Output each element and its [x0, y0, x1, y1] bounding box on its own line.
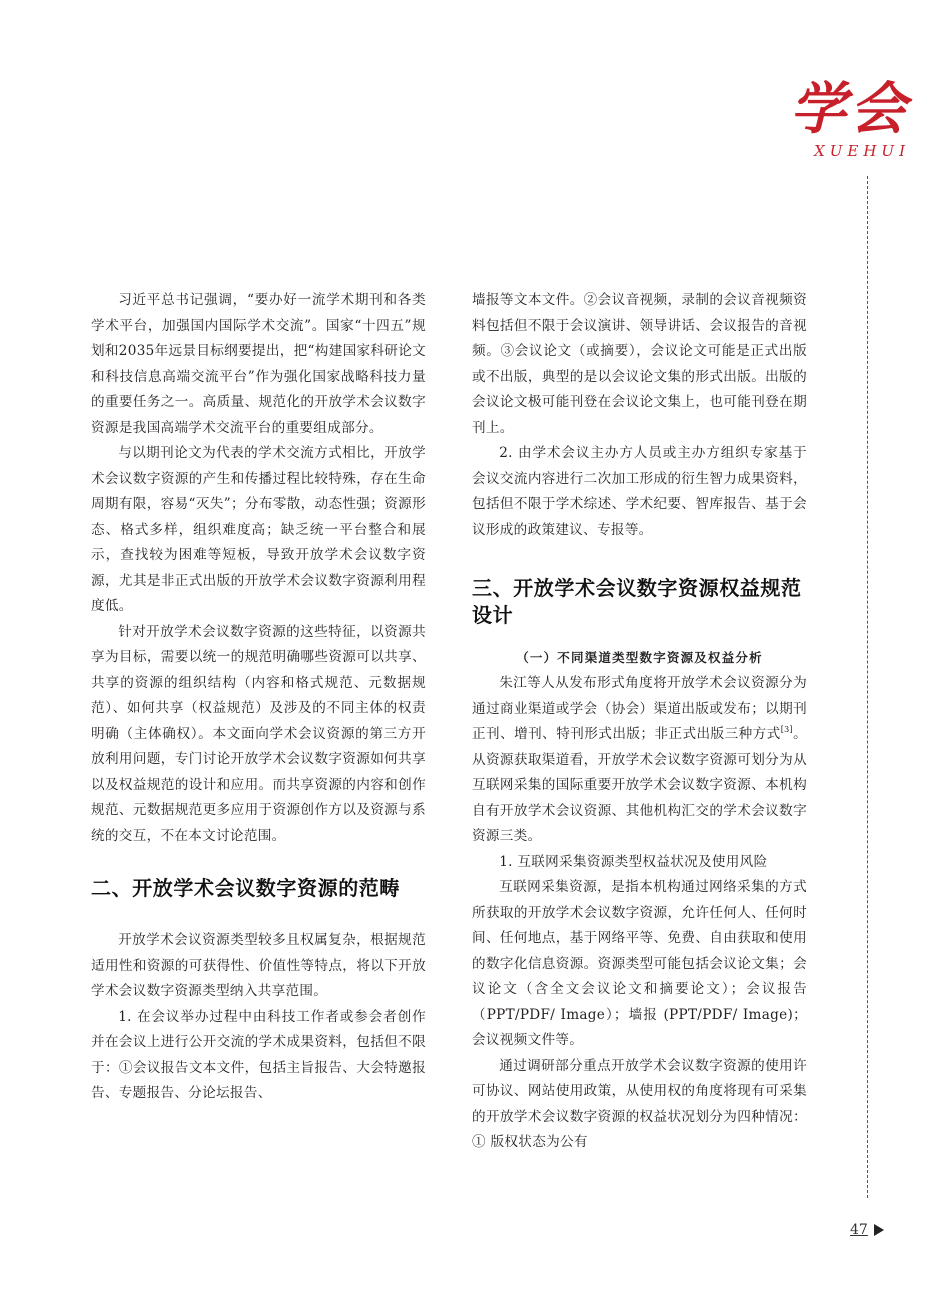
paragraph: 1. 互联网采集资源类型权益状况及使用风险: [499, 853, 768, 870]
page-number: [850, 1222, 884, 1238]
paragraph: 1. 在会议举办过程中由科技工作者或参会者创作并在会议上进行公开交流的学术成果资料，包括但不限于：①会议报告文本文件，包括主旨报告、大会特邀报告、专题报告、分论坛报告、: [91, 1008, 426, 1101]
paragraph: 习近平总书记强调，“要办好一流学术期刊和各类学术平台，加强国内国际学术交流”。国家“十四五”规划和2035年远景目标纲要提出，把“构建国家科研论文和科技信息高端交流平台”作为强化国家战略科技力量的重要任务之一。高质量、规范化的开放学术会议数字资源是我国高端学术交流平台的重要组成部分。: [91, 292, 426, 436]
left-column: [91, 288, 426, 1107]
journal-logo: [710, 78, 910, 160]
subsection-heading: （一）不同渠道类型数字资源及权益分析: [516, 650, 763, 665]
section-heading: 三、开放学术会议数字资源权益规范设计: [472, 576, 802, 627]
section-heading: 二、开放学术会议数字资源的范畴: [91, 876, 400, 900]
paragraph-text: 。从资源获取渠道看，开放学术会议数字资源可划分为从互联网采集的国际重要开放学术会议数字资源、本机构自有开放学术会议资源、其他机构汇交的学术会议数字资源三类。: [472, 726, 807, 844]
citation-ref: [3]: [780, 725, 793, 734]
next-page-arrow-icon: [874, 1224, 884, 1236]
page-number-text: 47: [850, 1222, 868, 1238]
paragraph-text: 朱江等人从发布形式角度将开放学术会议资源分为通过商业渠道或学会（协会）渠道出版或发布；以期刊正刊、增刊、特刊形式出版；非正式出版三种方式: [472, 675, 807, 742]
paragraph: [472, 671, 807, 850]
right-column: [472, 288, 807, 1156]
paragraph: 通过调研部分重点开放学术会议数字资源的使用许可协议、网站使用政策，从使用权的角度将现有可采集的开放学术会议数字资源的权益状况划分为四种情况：① 版权状态为公有: [472, 1057, 807, 1150]
margin-dashed-line: [867, 176, 868, 1198]
paragraph: 与以期刊论文为代表的学术交流方式相比，开放学术会议数字资源的产生和传播过程比较特殊，存在生命周期有限，容易“灭失”；分布零散，动态性强；资源形态、格式多样，组织难度高；缺乏统一平台整合和展示，查找较为困难等短板，导致开放学术会议数字资源，尤其是非正式出版的开放学术会议数字资源利用程度低。: [91, 445, 426, 614]
logo-chinese: 学会: [790, 76, 910, 142]
logo-english: XUEHUI: [814, 142, 910, 160]
paragraph: 开放学术会议资源类型较多且权属复杂，根据规范适用性和资源的可获得性、价值性等特点，将以下开放学术会议数字资源类型纳入共享范围。: [91, 932, 426, 999]
paragraph: 互联网采集资源，是指本机构通过网络采集的方式所获取的开放学术会议数字资源，允许任何人、任何时间、任何地点，基于网络平等、免费、自由获取和使用的数字化信息资源。资源类型可能包括会议论文集；会议论文（含全文会议论文和摘要论文）；会议报告（PPT/PDF/ Image）；墙报 (PPT/PDF/ Image)；会议视频文件等。: [472, 879, 807, 1048]
paragraph: 针对开放学术会议数字资源的这些特征，以资源共享为目标，需要以统一的规范明确哪些资源可以共享、共享的资源的组织结构（内容和格式规范、元数据规范）、如何共享（权益规范）及涉及的不同主体的权责明确（主体确权）。本文面向学术会议资源的第三方开放利用问题，专门讨论开放学术会议数字资源如何共享以及权益规范的设计和应用。而共享资源的内容和创作规范、元数据规范更多应用于资源创作方以及资源与系统的交互，不在本文讨论范围。: [91, 623, 426, 844]
paragraph: 2. 由学术会议主办方人员或主办方组织专家基于会议交流内容进行二次加工形成的衍生智力成果资料，包括但不限于学术综述、学术纪要、智库报告、基于会议形成的政策建议、专报等。: [472, 445, 807, 538]
paragraph: 墙报等文本文件。②会议音视频，录制的会议音视频资料包括但不限于会议演讲、领导讲话、会议报告的音视频。③会议论文（或摘要），会议论文可能是正式出版或不出版，典型的是以会议论文集的形式出版。出版的会议论文极可能刊登在会议论文集上，也可能刊登在期刊上。: [472, 292, 807, 436]
